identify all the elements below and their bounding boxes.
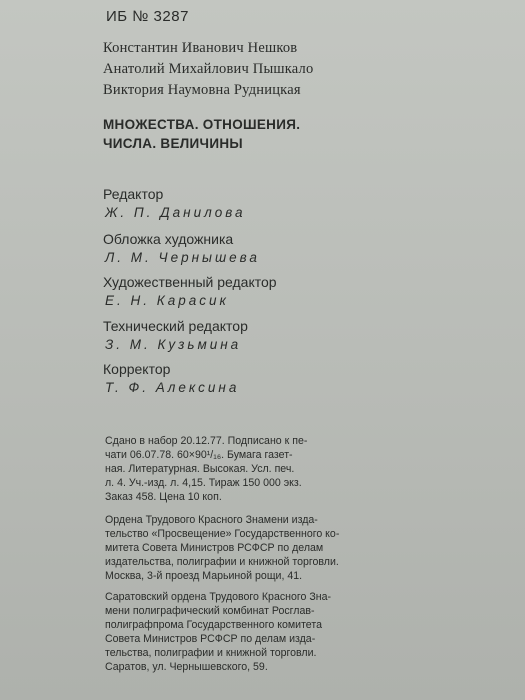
credit-name-art-editor: Е. Н. Карасик [105,293,229,308]
credit-role-technical-editor: Технический редактор [103,318,248,334]
credit-role-cover-artist: Обложка художника [103,231,234,247]
print-info-line-4: л. 4. Уч.-изд. л. 4,15. Тираж 150 000 экз. [105,477,302,489]
print-info-line-3: ная. Литературная. Высокая. Усл. печ. [105,463,295,475]
print-info-line-1: Сдано в набор 20.12.77. Подписано к пе- [105,435,308,447]
printer-line-4: Совета Министров РСФСР по делам изда- [105,633,316,645]
credit-name-proofreader: Т. Ф. Алексина [105,380,240,395]
book-title-line-2: ЧИСЛА. ВЕЛИЧИНЫ [103,136,243,151]
printer-line-3: полиграфпрома Государственного комитета [105,619,322,631]
credit-role-proofreader: Корректор [103,361,171,377]
ib-number: ИБ № 3287 [106,8,189,25]
book-title-line-1: МНОЖЕСТВА. ОТНОШЕНИЯ. [103,117,301,132]
print-info-line-2: чати 06.07.78. 60×90¹/₁₆. Бумага газет- [105,449,293,461]
author-3: Виктория Наумовна Рудницкая [103,82,301,98]
publisher-line-4: издательства, полиграфии и книжной торговли. [105,556,339,568]
printer-line-5: тельства, полиграфии и книжной торговли. [105,647,317,659]
publisher-line-2: тельство «Просвещение» Государственного ко- [105,528,340,540]
author-1: Константин Иванович Нешков [103,40,298,56]
author-2: Анатолий Михайлович Пышкало [103,61,314,77]
print-info-line-5: Заказ 458. Цена 10 коп. [105,491,222,503]
credit-name-cover-artist: Л. М. Чернышева [105,250,260,265]
credit-role-art-editor: Художественный редактор [103,274,277,290]
credit-name-technical-editor: З. М. Кузьмина [105,337,242,352]
publisher-line-1: Ордена Трудового Красного Знамени изда- [105,514,318,526]
publisher-line-3: митета Совета Министров РСФСР по делам [105,542,324,554]
publisher-line-5: Москва, 3-й проезд Марьиной рощи, 41. [105,570,303,582]
printer-line-6: Саратов, ул. Чернышевского, 59. [105,661,268,673]
printer-line-2: мени полиграфический комбинат Росглав- [105,605,315,617]
credit-name-editor: Ж. П. Данилова [105,205,246,220]
printer-line-1: Саратовский ордена Трудового Красного Зна- [105,591,332,603]
credit-role-editor: Редактор [103,186,164,202]
